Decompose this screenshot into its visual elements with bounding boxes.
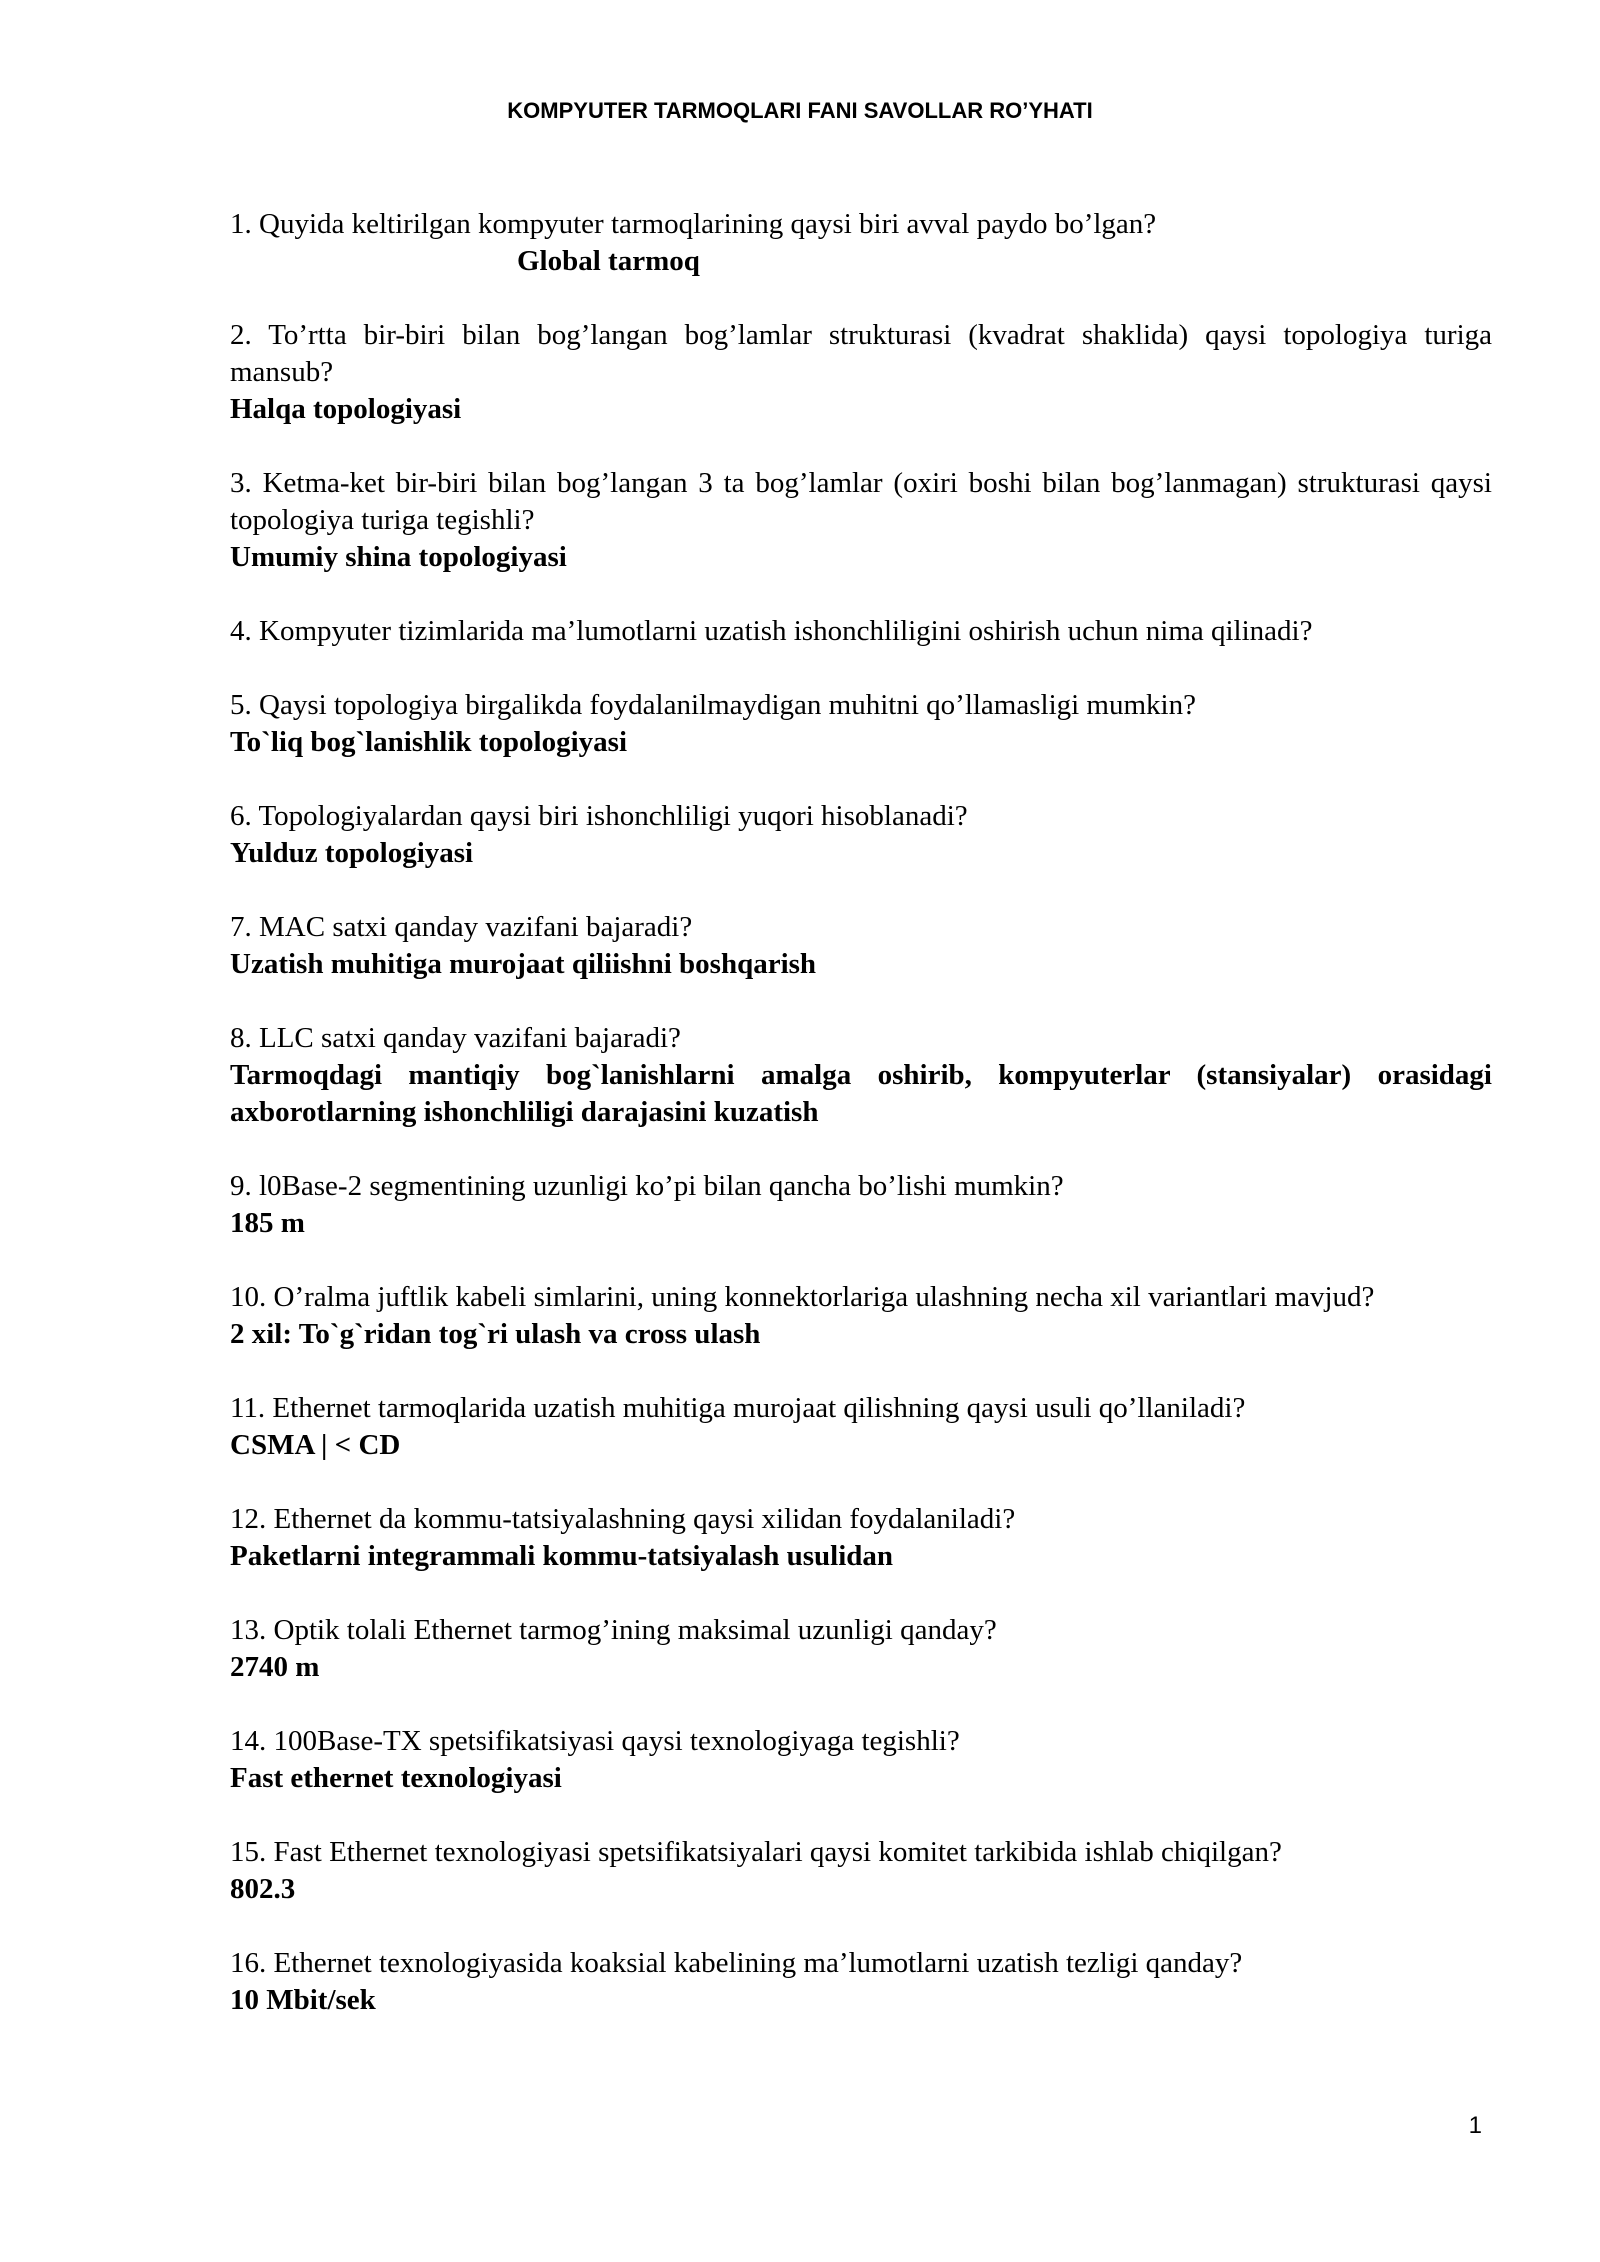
answer-text: To`liq bog`lanishlik topologiyasi	[230, 726, 628, 758]
question-text: 8. LLC satxi qanday vazifani bajaradi?	[230, 1022, 681, 1054]
question-text: 10. O’ralma juftlik kabeli simlarini, uning konnektorlariga ulashning necha xil variantlari mavjud?	[230, 1281, 1375, 1313]
answer-text: 802.3	[230, 1873, 296, 1905]
qa-item-12	[230, 1501, 1492, 1575]
question-text: 5. Qaysi topologiya birgalikda foydalanilmaydigan muhitni qo’llamasligi mumkin?	[230, 689, 1196, 721]
qa-item-16	[230, 1945, 1492, 2019]
qa-item-9	[230, 1168, 1492, 1242]
question-text: 2. To’rtta bir-biri bilan bog’langan bog’lamlar strukturasi (kvadrat shaklida) qaysi topologiya turiga mansub?	[230, 319, 1492, 388]
answer-text: 10 Mbit/sek	[230, 1984, 376, 2016]
question-list	[230, 206, 1492, 2056]
question-text: 9. l0Base-2 segmentining uzunligi ko’pi bilan qancha bo’lishi mumkin?	[230, 1170, 1064, 1202]
question-text: 7. MAC satxi qanday vazifani bajaradi?	[230, 911, 693, 943]
answer-text: Yulduz topologiyasi	[230, 837, 474, 869]
question-text: 4. Kompyuter tizimlarida ma’lumotlarni uzatish ishonchliligini oshirish uchun nima qilinadi?	[230, 615, 1313, 647]
answer-text: Halqa topologiyasi	[230, 393, 462, 425]
answer-text: Umumiy shina topologiyasi	[230, 541, 567, 573]
question-text: 14. 100Base-TX spetsifikatsiyasi qaysi texnologiyaga tegishli?	[230, 1725, 960, 1757]
question-text: 11. Ethernet tarmoqlarida uzatish muhitiga murojaat qilishning qaysi usuli qo’llaniladi?	[230, 1392, 1246, 1424]
qa-item-7	[230, 909, 1492, 983]
answer-text: Uzatish muhitiga murojaat qiliishni boshqarish	[230, 948, 817, 980]
answer-text: Paketlarni integrammali kommu-tatsiyalash usulidan	[230, 1540, 894, 1572]
answer-text: CSMA | < CD	[230, 1429, 401, 1461]
qa-item-15	[230, 1834, 1492, 1908]
page-title: KOMPYUTER TARMOQLARI FANI SAVOLLAR RO’YHATI	[507, 98, 1093, 123]
qa-item-11	[230, 1390, 1492, 1464]
qa-item-13	[230, 1612, 1492, 1686]
answer-text: Tarmoqdagi mantiqiy bog`lanishlarni amalga oshirib, kompyuterlar (stansiyalar) orasidagi axborotlarning ishonchliligi darajasini kuzatish	[230, 1059, 1492, 1128]
answer-text: 185 m	[230, 1207, 305, 1239]
answer-text: Fast ethernet texnologiyasi	[230, 1762, 562, 1794]
question-text: 16. Ethernet texnologiyasida koaksial kabelining ma’lumotlarni uzatish tezligi qanday?	[230, 1947, 1243, 1979]
question-text: 1. Quyida keltirilgan kompyuter tarmoqlarining qaysi biri avval paydo bo’lgan?	[230, 208, 1157, 240]
qa-item-1	[230, 206, 1492, 280]
qa-item-3	[230, 465, 1492, 576]
question-text: 12. Ethernet da kommu-tatsiyalashning qaysi xilidan foydalaniladi?	[230, 1503, 1016, 1535]
question-text: 13. Optik tolali Ethernet tarmog’ining maksimal uzunligi qanday?	[230, 1614, 997, 1646]
qa-item-5	[230, 687, 1492, 761]
page-number: 1	[1468, 2112, 1482, 2139]
question-text: 6. Topologiyalardan qaysi biri ishonchliligi yuqori hisoblanadi?	[230, 800, 968, 832]
qa-item-6	[230, 798, 1492, 872]
answer-text: Global tarmoq	[517, 245, 700, 277]
answer-text: 2 xil: To`g`ridan tog`ri ulash va cross ulash	[230, 1318, 761, 1350]
qa-item-8	[230, 1020, 1492, 1131]
qa-item-2	[230, 317, 1492, 428]
qa-item-4	[230, 613, 1492, 650]
answer-text: 2740 m	[230, 1651, 320, 1683]
question-text: 15. Fast Ethernet texnologiyasi spetsifikatsiyalari qaysi komitet tarkibida ishlab chiqilgan?	[230, 1836, 1282, 1868]
qa-item-10	[230, 1279, 1492, 1353]
question-text: 3. Ketma-ket bir-biri bilan bog’langan 3 ta bog’lamlar (oxiri boshi bilan bog’lanmagan) strukturasi qaysi topologiya turiga tegishli?	[230, 467, 1492, 536]
qa-item-14	[230, 1723, 1492, 1797]
